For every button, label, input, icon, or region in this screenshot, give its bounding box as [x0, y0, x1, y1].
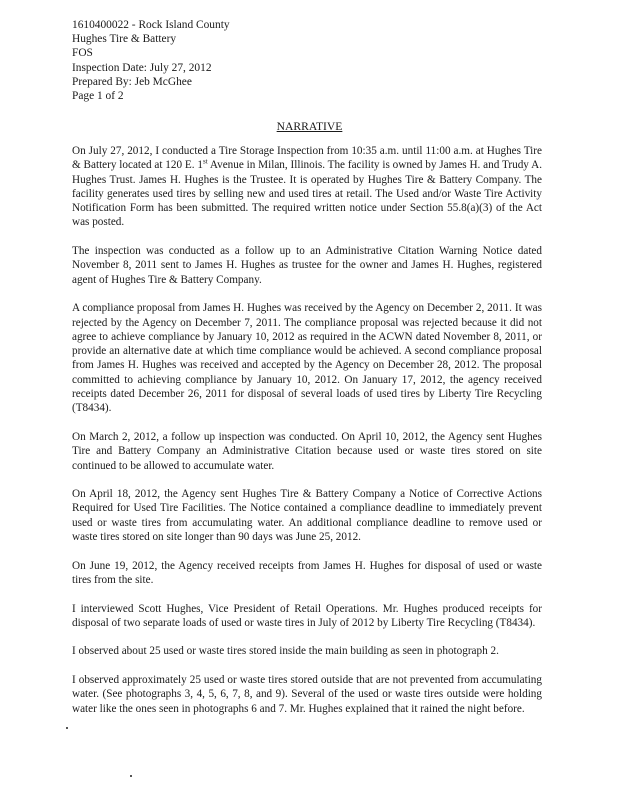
narrative-title: NARRATIVE	[276, 120, 343, 133]
scan-speck	[130, 775, 132, 777]
ordinal-superscript: st	[202, 157, 208, 166]
paragraph-7: I interviewed Scott Hughes, Vice President of Retail Operations. Mr. Hughes produced receipts for disposal of two separate loads of used or waste tires in July of 2012 by Liberty Tire Recycling (T8434).	[72, 602, 542, 629]
header-prepared-by: Prepared By: Jeb McGhee	[72, 75, 192, 88]
paragraph-4: On March 2, 2012, a follow up inspection was conducted. On April 10, 2012, the Agency sent Hughes Tire and Battery Company an Administrative Citation because used or waste tires stored on site continued to be allowed to accumulate water.	[72, 430, 542, 472]
document-header	[72, 18, 230, 103]
paragraph-1-part-b: Avenue in Milan, Illinois. The facility is owned by James H. and Trudy A. Hughes Trust. James H. Hughes is the Trustee. It is operated by Hughes Tire & Battery Company. The facility generates used tires by selling new and used tires at retail. The Used and/or Waste Tire Activity Notification Form has been submitted. The required written notice under Section 55.8(a)(3) of the Act was posted.	[72, 159, 542, 229]
header-program: FOS	[72, 47, 93, 60]
paragraph-9: I observed approximately 25 used or waste tires stored outside that are not prevented from accumulating water. (See photographs 3, 4, 5, 6, 7, 8, and 9). Several of the used or waste tires outside were holding water like the ones seen in photographs 6 and 7. Mr. Hughes explained that it rained the night before.	[72, 673, 542, 715]
header-facility-name: Hughes Tire & Battery	[72, 33, 177, 46]
scan-speck	[66, 727, 68, 729]
paragraph-6: On June 19, 2012, the Agency received receipts from James H. Hughes for disposal of used or waste tires from the site.	[72, 559, 542, 586]
narrative-body	[72, 144, 542, 730]
paragraph-2: The inspection was conducted as a follow up to an Administrative Citation Warning Notice dated November 8, 2011 sent to James H. Hughes as trustee for the owner and James H. Hughes, registered agent of Hughes Tire & Battery Company.	[72, 245, 542, 286]
paragraph-1-part-a: On July 27, 2012, I conducted a Tire Storage Inspection from 10:35 a.m. until 11:00 a.m. at Hughes Tire & Battery located at 120 E. 1	[72, 145, 542, 172]
paragraph-8: I observed about 25 used or waste tires stored inside the main building as seen in photograph 2.	[72, 645, 499, 658]
header-inspection-date: Inspection Date: July 27, 2012	[72, 61, 212, 74]
paragraph-3: A compliance proposal from James H. Hughes was received by the Agency on December 2, 2011. It was rejected by the Agency on December 7, 2011. The compliance proposal was rejected because it did not agree to achieve compliance by January 10, 2012 as required in the ACWN dated November 8, 2011, or provide an alternative date at which time compliance would be achieved. A second compliance proposal from James H. Hughes was received and accepted by the Agency on December 28, 2012. The proposal committed to achieving compliance by January 10, 2012. On January 17, 2012, the agency received receipts dated December 26, 2011 for disposal of several loads of used tires by Liberty Tire Recycling (T8434).	[72, 302, 542, 415]
paragraph-1	[72, 144, 542, 230]
header-file-line: 1610400022 - Rock Island County	[72, 19, 230, 31]
header-page-number: Page 1 of 2	[72, 90, 124, 103]
paragraph-5: On April 18, 2012, the Agency sent Hughes Tire & Battery Company a Notice of Corrective Actions Required for Used Tire Facilities. The Notice contained a compliance deadline to immediately prevent used or waste tires from accumulating water. An additional compliance deadline to remove used or waste tires stored on site longer than 90 days was June 25, 2012.	[72, 488, 542, 544]
